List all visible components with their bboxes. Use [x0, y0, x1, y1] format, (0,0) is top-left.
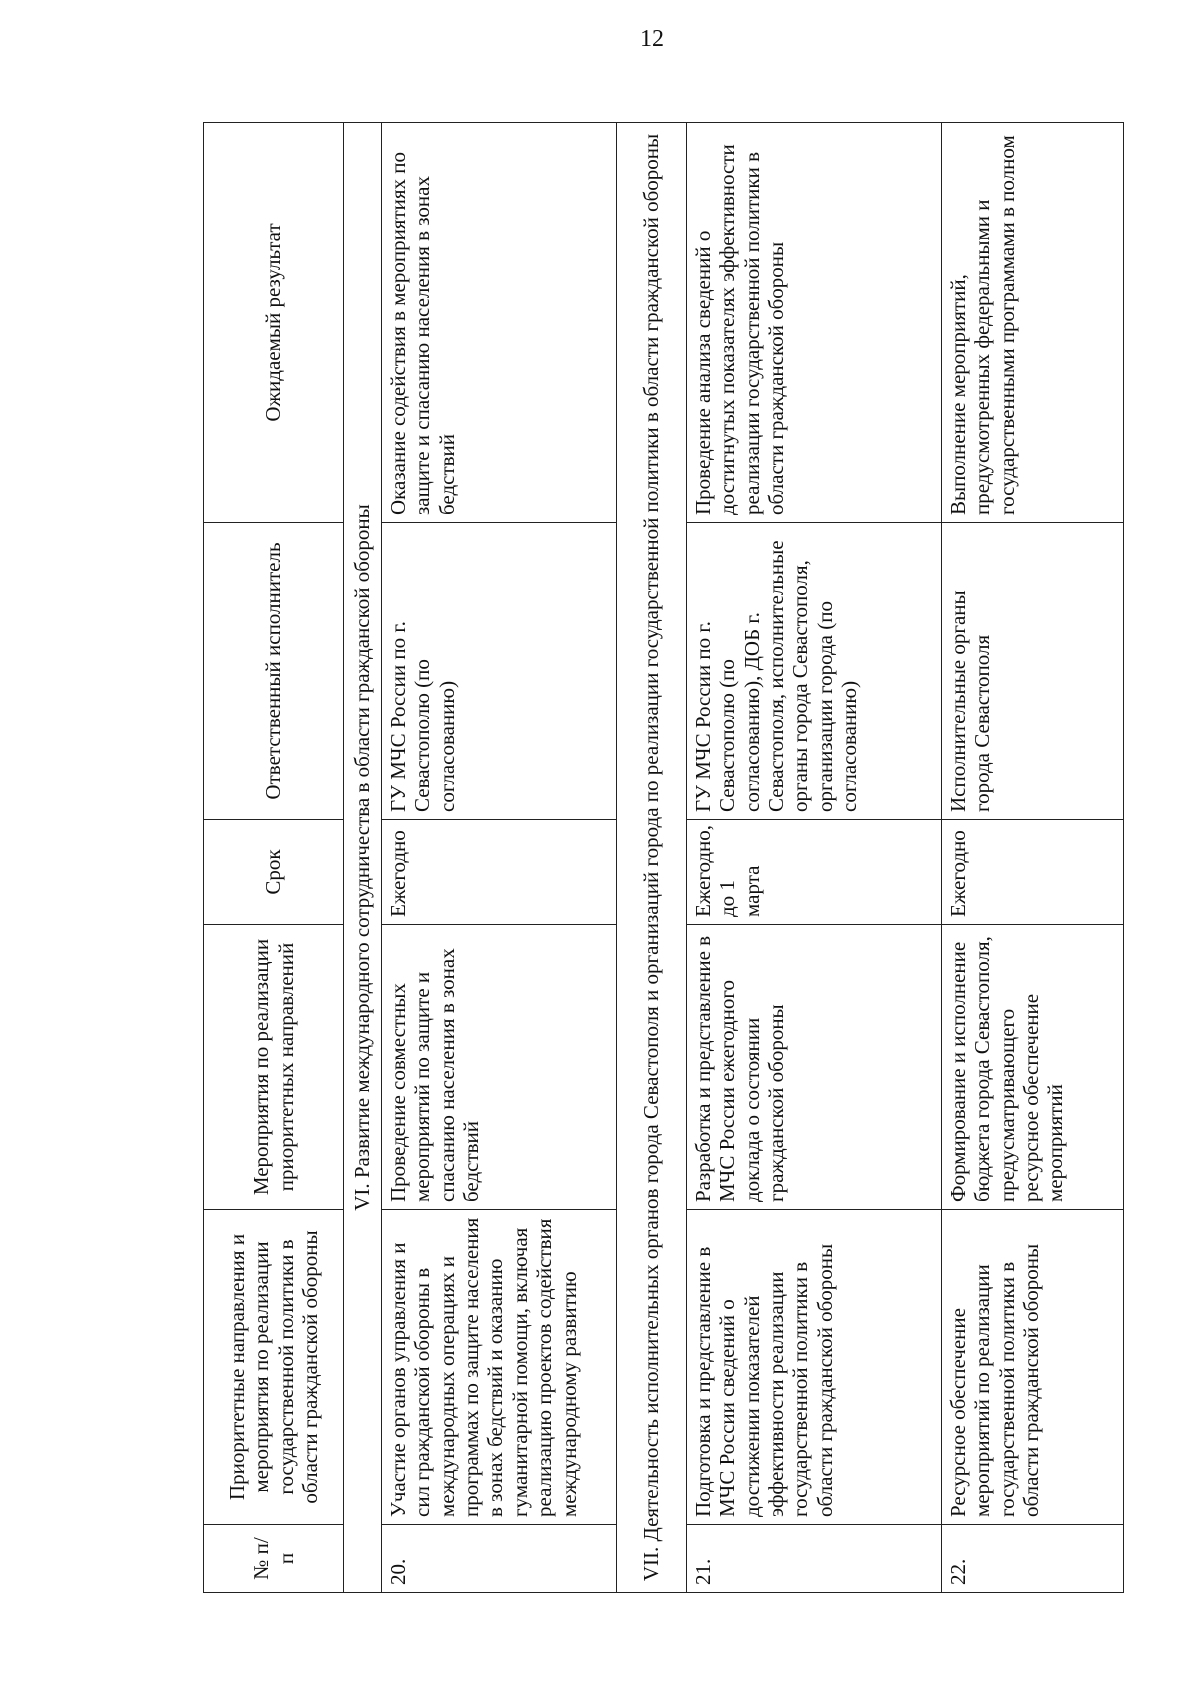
rotated-table-wrapper — [203, 123, 1123, 1593]
cell-activity: Проведение совместных мероприятий по защите и спасанию населения в зонах бедствий — [382, 925, 617, 1210]
cell-direction: Подготовка и представление в МЧС России сведений о достижении показателей эффективности реализации государственной политики в области гражданской обороны — [687, 1210, 942, 1525]
cell-result: Оказание содействия в мероприятиях по защите и спасанию населения в зонах бедствий — [382, 123, 617, 523]
table-header-row — [204, 123, 344, 1593]
page-number: 12 — [640, 26, 664, 52]
cell-executor: ГУ МЧС России по г. Севастополю (по согласованию), ДОБ г. Севастополя, исполнительные органы города Севастополя, организации города (по согласованию) — [687, 523, 942, 820]
header-activity: Мероприятия по реализации приоритетных направлений — [204, 925, 344, 1210]
civil-defense-plan-table — [203, 122, 1124, 1593]
header-direction: Приоритетные направления и мероприятия по реализации государственной политики в области гражданской обороны — [204, 1210, 344, 1525]
cell-number: 20. — [382, 1525, 617, 1593]
cell-activity: Разработка и представление в МЧС России ежегодного доклада о состоянии гражданской обороны — [687, 925, 942, 1210]
section-row — [344, 123, 382, 1593]
header-term: Срок — [204, 820, 344, 925]
header-result: Ожидаемый результат — [204, 123, 344, 523]
cell-executor: Исполнительные органы города Севастополя — [942, 523, 1124, 820]
cell-direction: Участие органов управления и сил гражданской обороны в международных операциях и программах по защите населения в зонах бедствий и оказанию гуманитарной помощи, включая реализацию проектов содействия международному развитию — [382, 1210, 617, 1525]
cell-number: 21. — [687, 1525, 942, 1593]
table-row — [942, 123, 1124, 1593]
section-title-6: VI. Развитие международного сотрудничества в области гражданской обороны — [344, 123, 382, 1593]
cell-term: Ежегодно — [382, 820, 617, 925]
section-row — [617, 123, 687, 1593]
cell-result: Проведение анализа сведений о достигнутых показателях эффективности реализации государственной политики в области гражданской обороны — [687, 123, 942, 523]
cell-executor: ГУ МЧС России по г. Севастополю (по согласованию) — [382, 523, 617, 820]
table-row — [382, 123, 617, 1593]
header-number: № п/п — [204, 1525, 344, 1593]
section-title-7: VII. Деятельность исполнительных органов города Севастополя и организаций города по реализации государственной политики в области гражданской обороны — [617, 123, 687, 1593]
cell-direction: Ресурсное обеспечение мероприятий по реализации государственной политики в области гражданской обороны — [942, 1210, 1124, 1525]
cell-number: 22. — [942, 1525, 1124, 1593]
cell-term: Ежегодно — [942, 820, 1124, 925]
cell-term: Ежегодно, до 1 марта — [687, 820, 942, 925]
header-executor: Ответственный исполнитель — [204, 523, 344, 820]
cell-result: Выполнение мероприятий, предусмотренных федеральными и государственными программами в полном — [942, 123, 1124, 523]
table-row — [687, 123, 942, 1593]
cell-activity: Формирование и исполнение бюджета города Севастополя, предусматривающего ресурсное обеспечение мероприятий — [942, 925, 1124, 1210]
